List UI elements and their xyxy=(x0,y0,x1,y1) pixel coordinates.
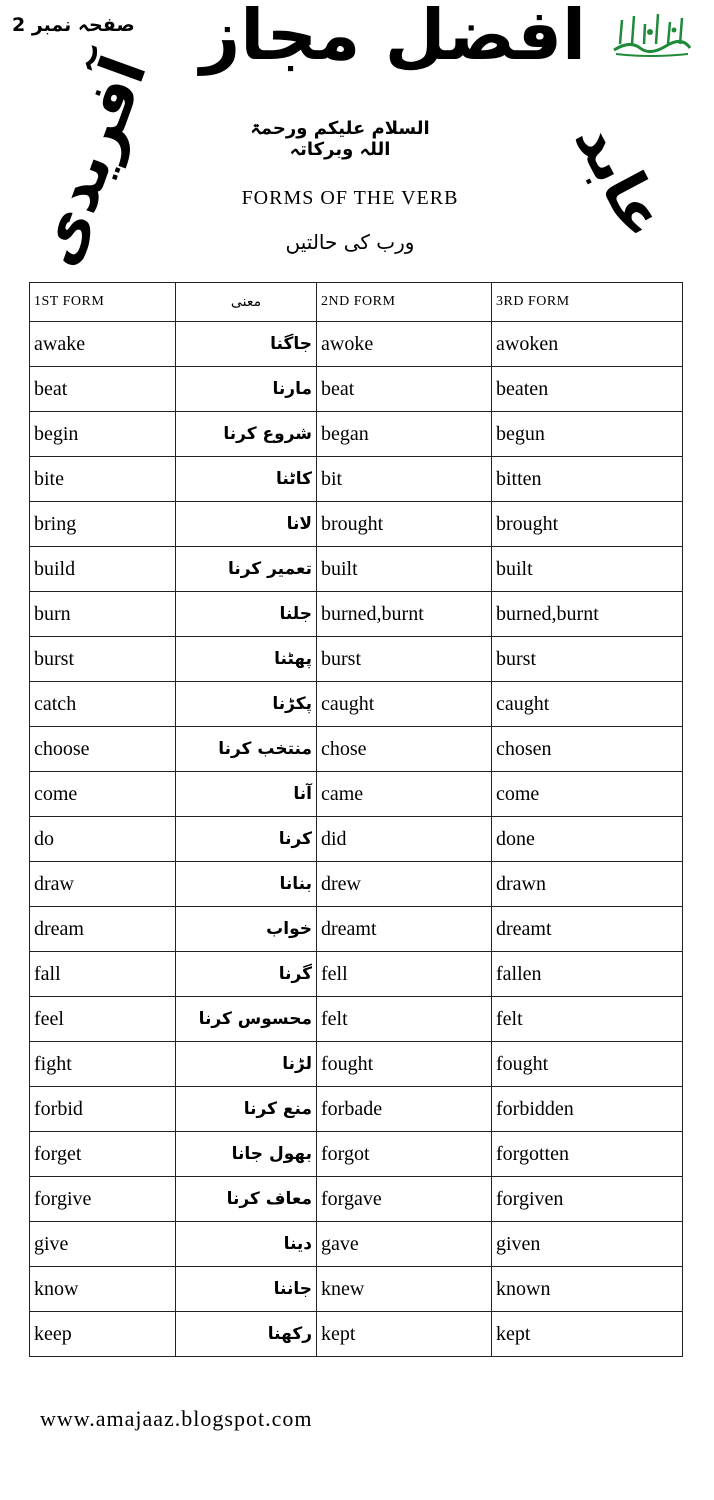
first-form-cell: catch xyxy=(30,682,176,727)
third-form-cell: begun xyxy=(492,412,683,457)
table-row xyxy=(30,412,683,457)
third-form-cell: awoken xyxy=(492,322,683,367)
table-header-row xyxy=(30,283,683,322)
third-form-cell: brought xyxy=(492,502,683,547)
second-form-cell: forgot xyxy=(317,1132,492,1177)
second-form-cell: burst xyxy=(317,637,492,682)
meaning-cell: پھٹنا xyxy=(176,637,317,682)
first-form-cell: burst xyxy=(30,637,176,682)
second-form-cell: forbade xyxy=(317,1087,492,1132)
table-row xyxy=(30,592,683,637)
first-form-cell: dream xyxy=(30,907,176,952)
table-row xyxy=(30,952,683,997)
table-row xyxy=(30,817,683,862)
table-row xyxy=(30,457,683,502)
meaning-cell: گرنا xyxy=(176,952,317,997)
third-form-cell: forgiven xyxy=(492,1177,683,1222)
header-second-form: 2ND FORM xyxy=(317,283,492,322)
meaning-cell: جلنا xyxy=(176,592,317,637)
meaning-cell: منع کرنا xyxy=(176,1087,317,1132)
third-form-cell: kept xyxy=(492,1312,683,1357)
second-form-cell: knew xyxy=(317,1267,492,1312)
first-form-cell: build xyxy=(30,547,176,592)
table-row xyxy=(30,682,683,727)
meaning-cell: خواب xyxy=(176,907,317,952)
third-form-cell: chosen xyxy=(492,727,683,772)
second-form-cell: dreamt xyxy=(317,907,492,952)
meaning-cell: بھول جانا xyxy=(176,1132,317,1177)
title-name-top: افضل مجاز xyxy=(200,0,587,76)
table-row xyxy=(30,637,683,682)
second-form-cell: burned,burnt xyxy=(317,592,492,637)
page-heading: FORMS OF THE VERB xyxy=(241,187,459,209)
table-row xyxy=(30,997,683,1042)
third-form-cell: burned,burnt xyxy=(492,592,683,637)
table-row xyxy=(30,1132,683,1177)
third-form-cell: drawn xyxy=(492,862,683,907)
third-form-cell: done xyxy=(492,817,683,862)
second-form-cell: began xyxy=(317,412,492,457)
second-form-cell: fought xyxy=(317,1042,492,1087)
second-form-cell: built xyxy=(317,547,492,592)
table-row xyxy=(30,727,683,772)
third-form-cell: bitten xyxy=(492,457,683,502)
table-row xyxy=(30,1042,683,1087)
meaning-cell: شروع کرنا xyxy=(176,412,317,457)
meaning-cell: جاننا xyxy=(176,1267,317,1312)
header-meaning: معنی xyxy=(176,283,317,322)
first-form-cell: give xyxy=(30,1222,176,1267)
bismillah-calligraphy-logo xyxy=(610,10,694,58)
second-form-cell: did xyxy=(317,817,492,862)
first-form-cell: keep xyxy=(30,1312,176,1357)
third-form-cell: forgotten xyxy=(492,1132,683,1177)
page-number: صفحہ نمبر 2 xyxy=(12,14,135,36)
third-form-cell: fallen xyxy=(492,952,683,997)
third-form-cell: forbidden xyxy=(492,1087,683,1132)
meaning-cell: معاف کرنا xyxy=(176,1177,317,1222)
first-form-cell: forbid xyxy=(30,1087,176,1132)
first-form-cell: begin xyxy=(30,412,176,457)
second-form-cell: brought xyxy=(317,502,492,547)
third-form-cell: caught xyxy=(492,682,683,727)
first-form-cell: bite xyxy=(30,457,176,502)
meaning-cell: بنانا xyxy=(176,862,317,907)
second-form-cell: bit xyxy=(317,457,492,502)
third-form-cell: beaten xyxy=(492,367,683,412)
meaning-cell: رکھنا xyxy=(176,1312,317,1357)
header-third-form: 3RD FORM xyxy=(492,283,683,322)
meaning-cell: دینا xyxy=(176,1222,317,1267)
table-row xyxy=(30,322,683,367)
table-row xyxy=(30,862,683,907)
first-form-cell: burn xyxy=(30,592,176,637)
second-form-cell: came xyxy=(317,772,492,817)
header-first-form: 1ST FORM xyxy=(30,283,176,322)
title-name-right: عابد xyxy=(560,110,680,250)
table-row xyxy=(30,907,683,952)
second-form-cell: gave xyxy=(317,1222,492,1267)
page-subheading: ورب کی حالتیں xyxy=(285,230,415,254)
verb-forms-table xyxy=(29,282,683,1357)
meaning-cell: جاگنا xyxy=(176,322,317,367)
first-form-cell: beat xyxy=(30,367,176,412)
second-form-cell: beat xyxy=(317,367,492,412)
meaning-cell: تعمیر کرنا xyxy=(176,547,317,592)
first-form-cell: awake xyxy=(30,322,176,367)
second-form-cell: forgave xyxy=(317,1177,492,1222)
meaning-cell: کرنا xyxy=(176,817,317,862)
first-form-cell: know xyxy=(30,1267,176,1312)
table-row xyxy=(30,1267,683,1312)
meaning-cell: منتخب کرنا xyxy=(176,727,317,772)
third-form-cell: come xyxy=(492,772,683,817)
salam-greeting: السلام علیکم ورحمۃ اللہ وبرکاتہ xyxy=(250,118,430,160)
table-row xyxy=(30,772,683,817)
table-row xyxy=(30,502,683,547)
third-form-cell: known xyxy=(492,1267,683,1312)
title-name-left: آفریدی xyxy=(18,46,161,275)
third-form-cell: given xyxy=(492,1222,683,1267)
meaning-cell: محسوس کرنا xyxy=(176,997,317,1042)
meaning-cell: لڑنا xyxy=(176,1042,317,1087)
first-form-cell: come xyxy=(30,772,176,817)
table-row xyxy=(30,367,683,412)
first-form-cell: bring xyxy=(30,502,176,547)
first-form-cell: feel xyxy=(30,997,176,1042)
table-row xyxy=(30,1177,683,1222)
second-form-cell: kept xyxy=(317,1312,492,1357)
second-form-cell: felt xyxy=(317,997,492,1042)
first-form-cell: forgive xyxy=(30,1177,176,1222)
first-form-cell: choose xyxy=(30,727,176,772)
meaning-cell: مارنا xyxy=(176,367,317,412)
third-form-cell: burst xyxy=(492,637,683,682)
second-form-cell: drew xyxy=(317,862,492,907)
second-form-cell: awoke xyxy=(317,322,492,367)
second-form-cell: chose xyxy=(317,727,492,772)
meaning-cell: آنا xyxy=(176,772,317,817)
third-form-cell: built xyxy=(492,547,683,592)
third-form-cell: dreamt xyxy=(492,907,683,952)
third-form-cell: fought xyxy=(492,1042,683,1087)
first-form-cell: draw xyxy=(30,862,176,907)
table-row xyxy=(30,1312,683,1357)
first-form-cell: forget xyxy=(30,1132,176,1177)
meaning-cell: لانا xyxy=(176,502,317,547)
first-form-cell: do xyxy=(30,817,176,862)
first-form-cell: fall xyxy=(30,952,176,997)
table-body xyxy=(30,322,683,1357)
second-form-cell: fell xyxy=(317,952,492,997)
table-row xyxy=(30,1087,683,1132)
table-row xyxy=(30,1222,683,1267)
first-form-cell: fight xyxy=(30,1042,176,1087)
meaning-cell: پکڑنا xyxy=(176,682,317,727)
table-row xyxy=(30,547,683,592)
third-form-cell: felt xyxy=(492,997,683,1042)
second-form-cell: caught xyxy=(317,682,492,727)
footer-website: www.amajaaz.blogspot.com xyxy=(40,1406,313,1431)
meaning-cell: کاٹنا xyxy=(176,457,317,502)
